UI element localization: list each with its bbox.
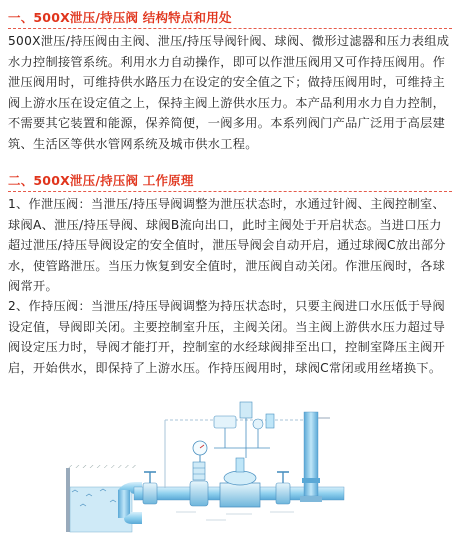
installation-diagram (0, 388, 460, 538)
main-valve (220, 458, 260, 507)
gate-valve-left (143, 472, 157, 504)
section-2-title: 二、500X泄压/持压阀 工作原理 (8, 173, 194, 188)
section-1-title: 一、500X泄压/持压阀 结构特点和用处 (8, 10, 232, 25)
section-2-divider (8, 191, 452, 192)
section-2-para-2: 2、作持压阀：当泄压/持压导阀调整为持压状态时，只要主阀进口水压低于导阀设定值，导阀即关闭。主要控制室升压，主阀关闭。当主阀上游供水压力超过导阀设定压力时，导阀才能打开，控制室的水经球阀排至出口，控制室降压主阀开启，开始供水，即保持了上游水压。作持压阀用时，球阀C常闭或用丝堵换下。 (8, 299, 446, 375)
section-1-divider (8, 28, 452, 29)
filter (190, 462, 208, 506)
pilot-valve (214, 402, 274, 458)
section-2-para-1: 1、作泄压阀：当泄压/持压导阀调整为泄压状态时，水通过针阀、主阀控制室、球阀A、泄压/持压导阀、球阀B流向出口，此时主阀处于开启状态。当进口压力超过泄压/持压导阀设定的安全值时，泄压导阀会自动开启，通过球阀C放出部分水，使管路泄压。当压力恢复到安全值时，泄压阀自动关闭。作泄压阀时，各球阀常开。 (8, 197, 446, 294)
pressure-gauge (193, 441, 207, 462)
gate-valve-right (276, 472, 290, 504)
diagram-callout-marks (176, 512, 294, 520)
section-1-body: 500X泄压/持压阀由主阀、泄压/持压导阀针阀、球阀、微形过滤器和压力表组成水力控制接管系统。利用水力自动操作，即可以作泄压阀用又可作持压阀用。作泄压阀用时，可维持供水路压力在设定的安全值之下；做持压阀用时，可维持主阀上游水压在设定值之上，保持主阀上游供水压力。本产品利用水力自力控制，不需要其它装置和能源，保养简便，一阀多用。本系列阀门产品广泛用于高层建筑、生活区等供水管网系统及城市供水工程。 (8, 34, 450, 151)
